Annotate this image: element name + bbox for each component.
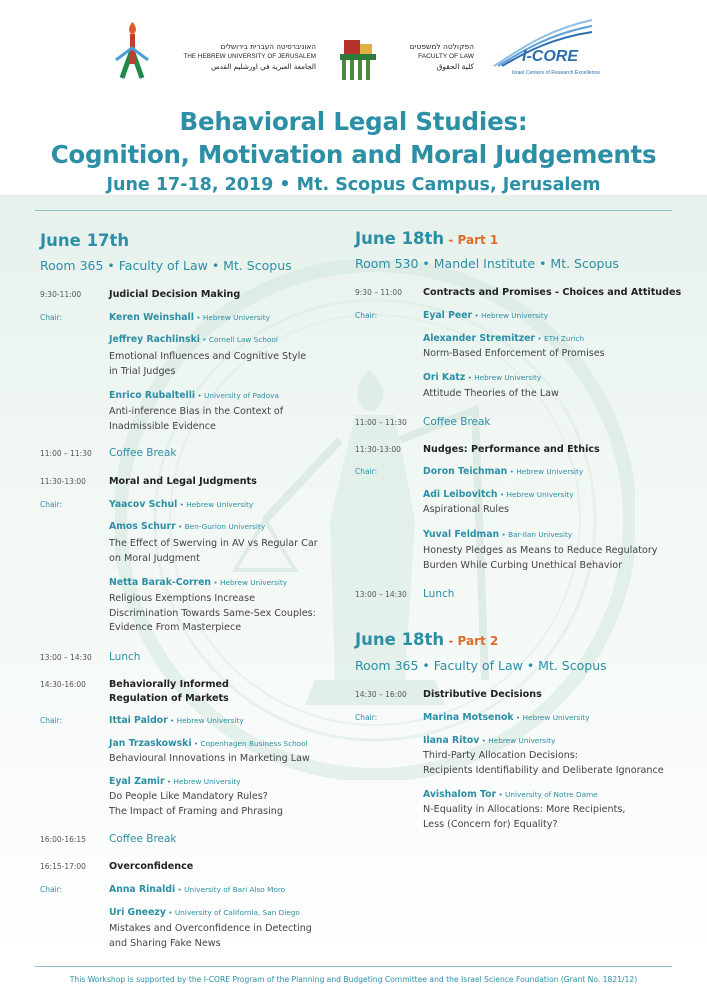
- day2a-s1-speaker-2: [423, 371, 541, 385]
- day2b-s1-speaker-2: [423, 788, 598, 802]
- speaker-affiliation: • Copenhagen Business School: [191, 739, 308, 748]
- day1-s4-chair-label: Chair:: [40, 885, 63, 894]
- title-line-1: Behavioral Legal Studies:: [179, 107, 528, 136]
- day2a-s1-talk-2: [423, 387, 559, 402]
- day2a-s1-title: Contracts and Promises - Choices and Attitudes: [423, 287, 682, 298]
- speaker-name: Eyal Zamir: [109, 776, 165, 787]
- speaker-name: Keren Weinshall: [109, 312, 194, 323]
- talk-title: Honesty Pledges as Means to Reduce Regulatory: [423, 545, 658, 556]
- speaker-name: Netta Barak-Corren: [109, 577, 212, 588]
- speaker-affiliation: • Hebrew University: [513, 713, 590, 722]
- footer-divider: [35, 966, 672, 967]
- speaker-name: Adi Leibovitch: [423, 489, 498, 500]
- talk-title: The Impact of Framing and Phrasing: [109, 805, 283, 817]
- part-label: - Part 2: [444, 634, 499, 648]
- speaker-affiliation: • Hebrew University: [479, 736, 556, 745]
- day2b-s1-time: 14:30 – 16:00: [355, 690, 407, 699]
- day2b-s1-chair-label: Chair:: [355, 713, 378, 722]
- day2a-b1-label: Coffee Break: [423, 416, 491, 428]
- day1-s3-chair: [109, 714, 244, 728]
- day2a-s2-title: Nudges: Performance and Ethics: [423, 444, 600, 455]
- day2a-room: Room 530 • Mandel Institute • Mt. Scopus: [355, 256, 619, 271]
- day2a-s1-chair: [423, 309, 548, 323]
- speaker-name: Eyal Peer: [423, 310, 473, 321]
- day1-b3-label: Coffee Break: [109, 833, 177, 845]
- footer-acknowledgement: This Workshop is supported by the I-CORE Program of the Planning and Budgeting Committee and the Israel Science Foundation (Grant No. 1821/12): [69, 975, 638, 984]
- talk-title: Evidence From Masterpiece: [109, 622, 242, 633]
- day1-b3-time: 16:00-16:15: [40, 835, 86, 844]
- event-venue: Mt. Scopus Campus, Jerusalem: [296, 175, 601, 195]
- day1-s1-chair: [109, 311, 270, 325]
- day2a-s2-talk-2: [423, 544, 657, 573]
- talk-title: Burden While Curbing Unethical Behavior: [423, 559, 623, 571]
- part-label: - Part 1: [444, 233, 499, 247]
- huj-hebrew-name: האוניברסיטה העברית בירושלים: [220, 42, 316, 51]
- speaker-affiliation: • Hebrew University: [164, 777, 241, 786]
- faculty-of-law-name: [380, 42, 474, 72]
- faculty-of-law-logo: [338, 38, 478, 82]
- hebrew-university-emblem-icon: [112, 20, 152, 82]
- day2a-s1-time: 9:30 – 11:00: [355, 288, 402, 297]
- faculty-of-law-emblem-icon: [338, 38, 378, 82]
- talk-title: Mistakes and Overconfidence in Detecting: [109, 923, 312, 934]
- speaker-affiliation: • Ben-Gurion University: [175, 522, 266, 531]
- day2a-s2-time: 11:30-13:00: [355, 445, 401, 454]
- speaker-affiliation: • University of Notre Dame: [496, 790, 598, 799]
- day1-b2-time: 13:00 – 14:30: [40, 653, 92, 662]
- speaker-name: Ittai Paldor: [109, 715, 168, 726]
- talk-title: Anti-inference Bias in the Context of: [109, 406, 284, 417]
- day2b-s1-chair: [423, 711, 590, 725]
- law-english-name: FACULTY OF LAW: [418, 53, 474, 60]
- day1-s3-speaker-1: [109, 737, 308, 751]
- speaker-name: Yuval Feldman: [423, 529, 500, 540]
- day1-s1-time: 9:30-11:00: [40, 290, 82, 299]
- day1-s1-title: Judicial Decision Making: [109, 289, 241, 300]
- day2b-heading: [355, 630, 498, 649]
- date-separator: •: [273, 175, 297, 195]
- speaker-name: Jan Trzaskowski: [109, 738, 192, 749]
- day-heading-text: June 18th: [355, 229, 445, 248]
- speaker-affiliation: • University of California, San Diego: [165, 908, 300, 917]
- day1-s1-chair-label: Chair:: [40, 313, 63, 322]
- speaker-name: Avishalom Tor: [423, 789, 497, 800]
- day2a-s1-talk-1: [423, 347, 605, 362]
- talk-title: Norm-Based Enforcement of Promises: [423, 348, 605, 359]
- speaker-name: Ilana Ritov: [423, 735, 480, 746]
- day2a-s2-chair-label: Chair:: [355, 467, 378, 476]
- day2b-s1-talk-2: [423, 803, 625, 832]
- day1-s4-title: Overconfidence: [109, 861, 194, 872]
- day1-s2-speaker-2: [109, 576, 287, 590]
- day1-s1-speaker-1: [109, 333, 278, 347]
- talk-title: Emotional Influences and Cognitive Style: [109, 351, 307, 362]
- speaker-affiliation: • Hebrew University: [177, 500, 254, 509]
- day2a-s2-chair: [423, 465, 583, 479]
- day2a-heading: [355, 229, 498, 248]
- day1-s2-talk-2: [109, 592, 316, 636]
- speaker-affiliation: • University of Bari Also Moro: [175, 885, 286, 894]
- day1-b1-time: 11:00 – 11:30: [40, 449, 92, 458]
- session-title-line: Behaviorally Informed: [109, 679, 229, 690]
- talk-title: Inadmissible Evidence: [109, 420, 216, 432]
- speaker-affiliation: • Hebrew University: [465, 373, 542, 382]
- talk-title: in Trial Judges: [109, 365, 176, 377]
- talk-title: and Sharing Fake News: [109, 937, 221, 949]
- day2a-s2-talk-1: [423, 503, 509, 518]
- talk-title: Religious Exemptions Increase: [109, 593, 256, 604]
- day1-s2-talk-1: [109, 537, 318, 566]
- day1-s3-chair-label: Chair:: [40, 716, 63, 725]
- speaker-affiliation: • Hebrew University: [497, 490, 574, 499]
- day2b-s1-talk-1: [423, 749, 664, 778]
- speaker-name: Enrico Rubaltelli: [109, 390, 196, 401]
- speaker-name: Anna Rinaldi: [109, 884, 176, 895]
- speaker-affiliation: • Hebrew University: [507, 467, 584, 476]
- speaker-affiliation: • Hebrew University: [211, 578, 288, 587]
- talk-title: Aspirational Rules: [423, 504, 509, 515]
- day1-s3-talk-1: [109, 752, 310, 767]
- day2b-room: Room 365 • Faculty of Law • Mt. Scopus: [355, 658, 607, 673]
- day1-s1-speaker-2: [109, 389, 279, 403]
- speaker-name: Ori Katz: [423, 372, 466, 383]
- icore-logo: [492, 18, 600, 82]
- day2a-s1-speaker-1: [423, 332, 584, 346]
- talk-title: Do People Like Mandatory Rules?: [109, 791, 268, 802]
- day1-s2-speaker-1: [109, 520, 265, 534]
- day1-b1-label: Coffee Break: [109, 447, 177, 459]
- speaker-affiliation: • Hebrew University: [472, 311, 549, 320]
- speaker-name: Doron Teichman: [423, 466, 508, 477]
- speaker-name: Uri Gneezy: [109, 907, 166, 918]
- speaker-affiliation: • Bar-Ilan Univesity: [499, 530, 573, 539]
- day1-s4-talk-1: [109, 922, 312, 951]
- talk-title: N-Equality in Allocations: More Recipients,: [423, 804, 626, 815]
- talk-title: Recipients Identifiability and Deliberate Ignorance: [423, 764, 664, 776]
- day1-s3-speaker-2: [109, 775, 241, 789]
- day1-s2-chair-label: Chair:: [40, 500, 63, 509]
- day2b-s1-speaker-1: [423, 734, 555, 748]
- day2a-b2-label: Lunch: [423, 588, 455, 600]
- day1-s4-time: 16:15-17:00: [40, 862, 86, 871]
- hebrew-university-name: [156, 42, 316, 72]
- talk-title: Discrimination Towards Same-Sex Couples:: [109, 607, 316, 619]
- date-venue: [0, 175, 707, 195]
- day2a-b2-time: 13:00 – 14:30: [355, 590, 407, 599]
- talk-title: Behavioural Innovations in Marketing Law: [109, 753, 310, 764]
- speaker-name: Alexander Stremitzer: [423, 333, 536, 344]
- day-heading-text: June 18th: [355, 630, 445, 649]
- day1-s2-title: Moral and Legal Judgments: [109, 476, 257, 487]
- day1-s3-talk-2: [109, 790, 283, 819]
- icore-subtitle: Israel Centers of Research Excellence: [511, 70, 600, 76]
- talk-title: on Moral Judgment: [109, 552, 200, 564]
- event-date: June 17-18, 2019: [106, 175, 274, 195]
- law-arabic-name: كلية الحقوق: [436, 62, 474, 71]
- speaker-affiliation: • ETH Zurich: [535, 334, 585, 343]
- speaker-affiliation: • Cornell Law School: [199, 335, 278, 344]
- day1-s1-talk-2: [109, 405, 283, 434]
- speaker-name: Yaacov Schul: [109, 499, 178, 510]
- day2a-s1-chair-label: Chair:: [355, 311, 378, 320]
- day1-b2-label: Lunch: [109, 651, 141, 663]
- day2a-s2-speaker-2: [423, 528, 572, 542]
- speaker-name: Amos Schurr: [109, 521, 176, 532]
- day1-s1-talk-1: [109, 350, 306, 379]
- icore-name: I-CORE: [522, 48, 578, 65]
- day2a-s2-speaker-1: [423, 488, 574, 502]
- hebrew-university-logo: [112, 20, 316, 82]
- day1-s3-title: [109, 678, 229, 706]
- speaker-name: Marina Motsenok: [423, 712, 514, 723]
- day1-s4-speaker-1: [109, 906, 300, 920]
- law-hebrew-name: הפקולטה למשפטים: [409, 42, 474, 51]
- speaker-affiliation: • University of Padova: [195, 391, 279, 400]
- title-line-2: Cognition, Motivation and Moral Judgements: [50, 140, 657, 169]
- talk-title: Third-Party Allocation Decisions:: [423, 750, 579, 761]
- speaker-name: Jeffrey Rachlinski: [109, 334, 200, 345]
- huj-english-name: THE HEBREW UNIVERSITY OF JERUSALEM: [183, 53, 316, 60]
- day1-s2-chair: [109, 498, 253, 512]
- huj-arabic-name: الجامعة العبرية في اورشليم القدس: [210, 62, 316, 71]
- talk-title: Less (Concern for) Equality?: [423, 818, 558, 830]
- day2b-s1-title: Distributive Decisions: [423, 689, 542, 700]
- speaker-affiliation: • Hebrew University: [193, 313, 270, 322]
- session-title-line: Regulation of Markets: [109, 693, 229, 704]
- header-divider: [35, 210, 672, 211]
- talk-title: The Effect of Swerving in AV vs Regular Car: [109, 538, 318, 549]
- day1-heading: June 17th: [40, 231, 130, 250]
- talk-title: Attitude Theories of the Law: [423, 388, 559, 399]
- day1-s3-time: 14:30-16:00: [40, 680, 86, 689]
- day1-s2-time: 11:30-13:00: [40, 477, 86, 486]
- day1-room: Room 365 • Faculty of Law • Mt. Scopus: [40, 258, 292, 273]
- day1-s4-chair: [109, 883, 285, 897]
- speaker-affiliation: • Hebrew University: [167, 716, 244, 725]
- day2a-b1-time: 11:00 – 11:30: [355, 418, 407, 427]
